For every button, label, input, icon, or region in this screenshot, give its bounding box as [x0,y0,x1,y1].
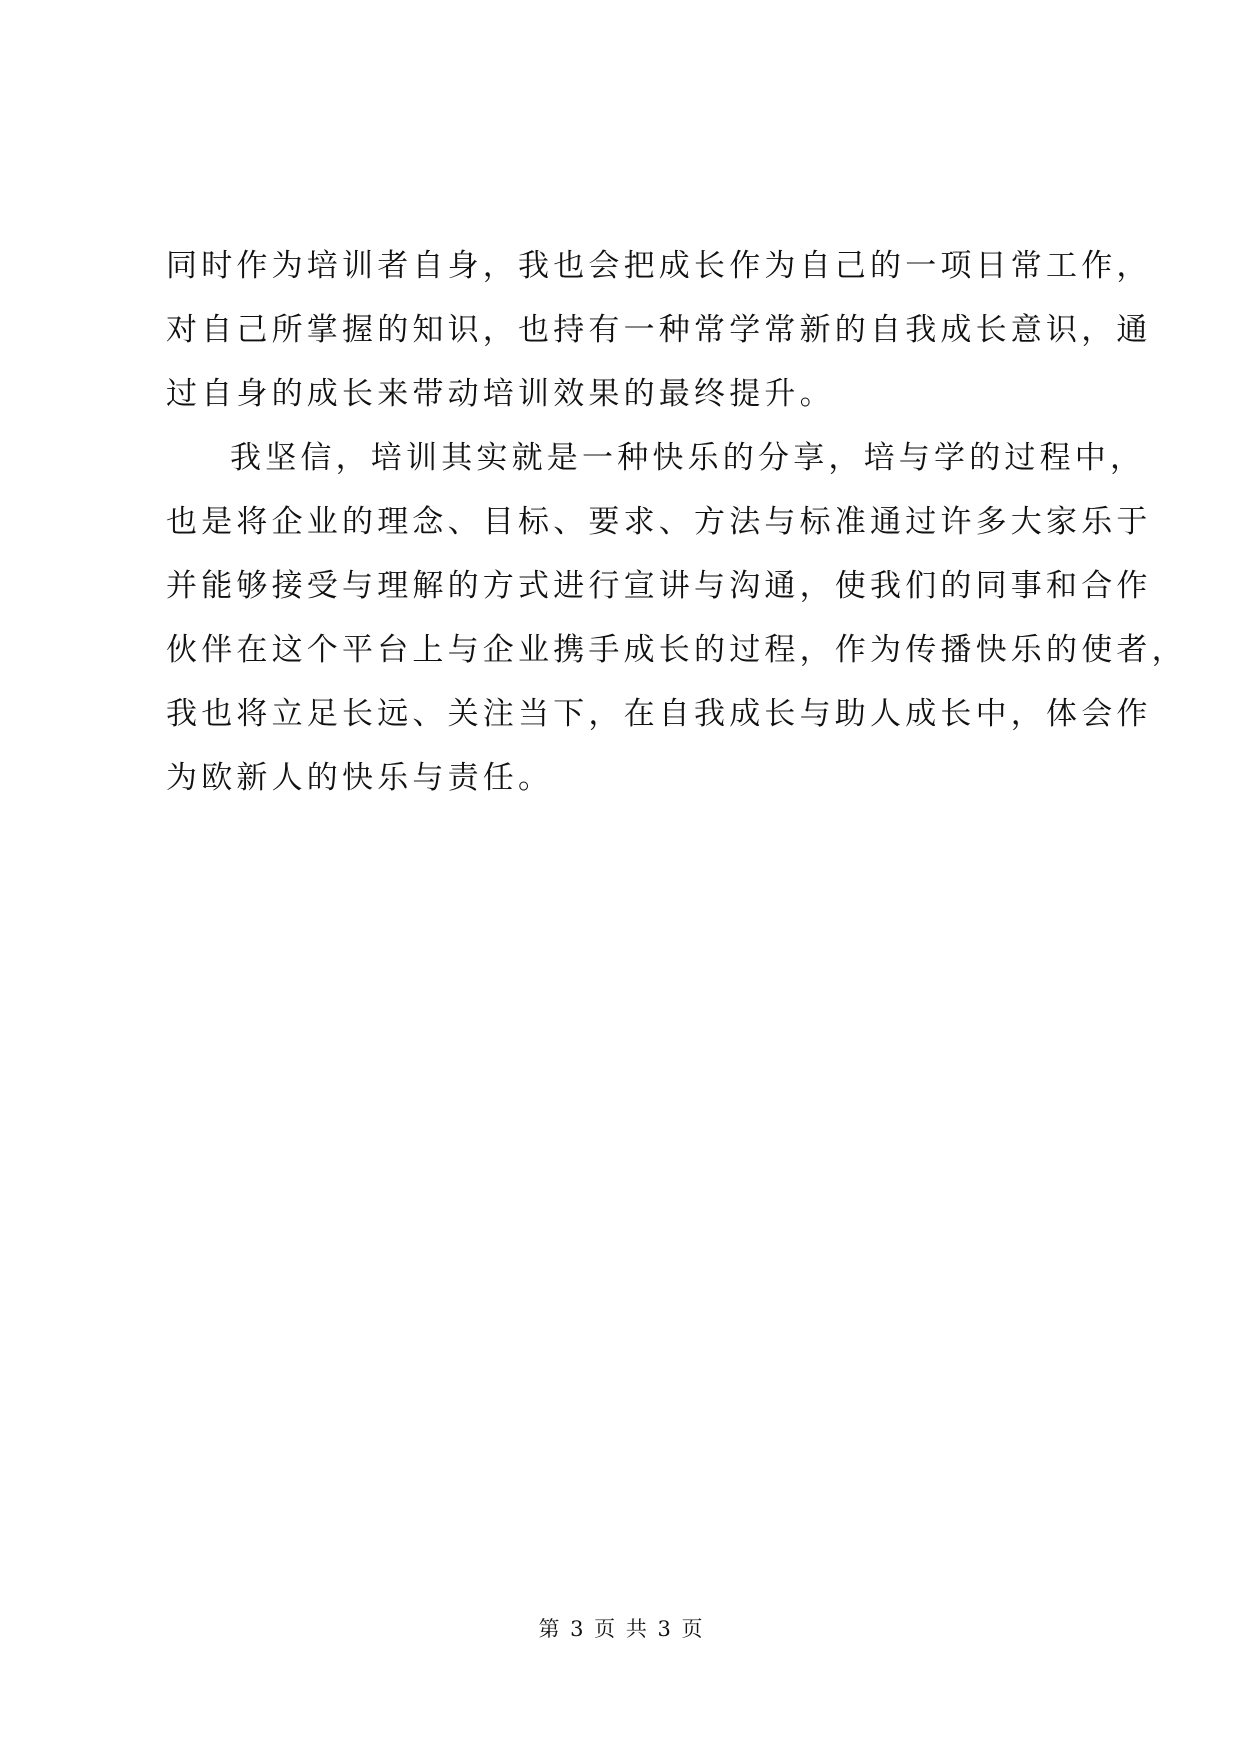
page-footer: 第 3 页 共 3 页 [538,1617,703,1641]
paragraph-line: 为欧新人的快乐与责任。 [166,760,554,796]
body-text [166,234,1187,810]
paragraph-line: 伙伴在这个平台上与企业携手成长的过程，作为传播快乐的使者， [166,632,1187,668]
paragraph-line: 也是将企业的理念、目标、要求、方法与标准通过许多大家乐于 [166,504,1152,540]
paragraph-line: 同时作为培训者自身，我也会把成长作为自己的一项日常工作， [166,248,1152,284]
paragraph-line: 过自身的成长来带动培训效果的最终提升。 [166,376,835,412]
paragraph-line: 我坚信，培训其实就是一种快乐的分享，培与学的过程中， [230,440,1146,476]
paragraph-line: 并能够接受与理解的方式进行宣讲与沟通，使我们的同事和合作 [166,568,1152,604]
paragraph-line: 我也将立足长远、关注当下，在自我成长与助人成长中，体会作 [166,696,1152,732]
paragraph-line: 对自己所掌握的知识，也持有一种常学常新的自我成长意识，通 [166,312,1152,348]
